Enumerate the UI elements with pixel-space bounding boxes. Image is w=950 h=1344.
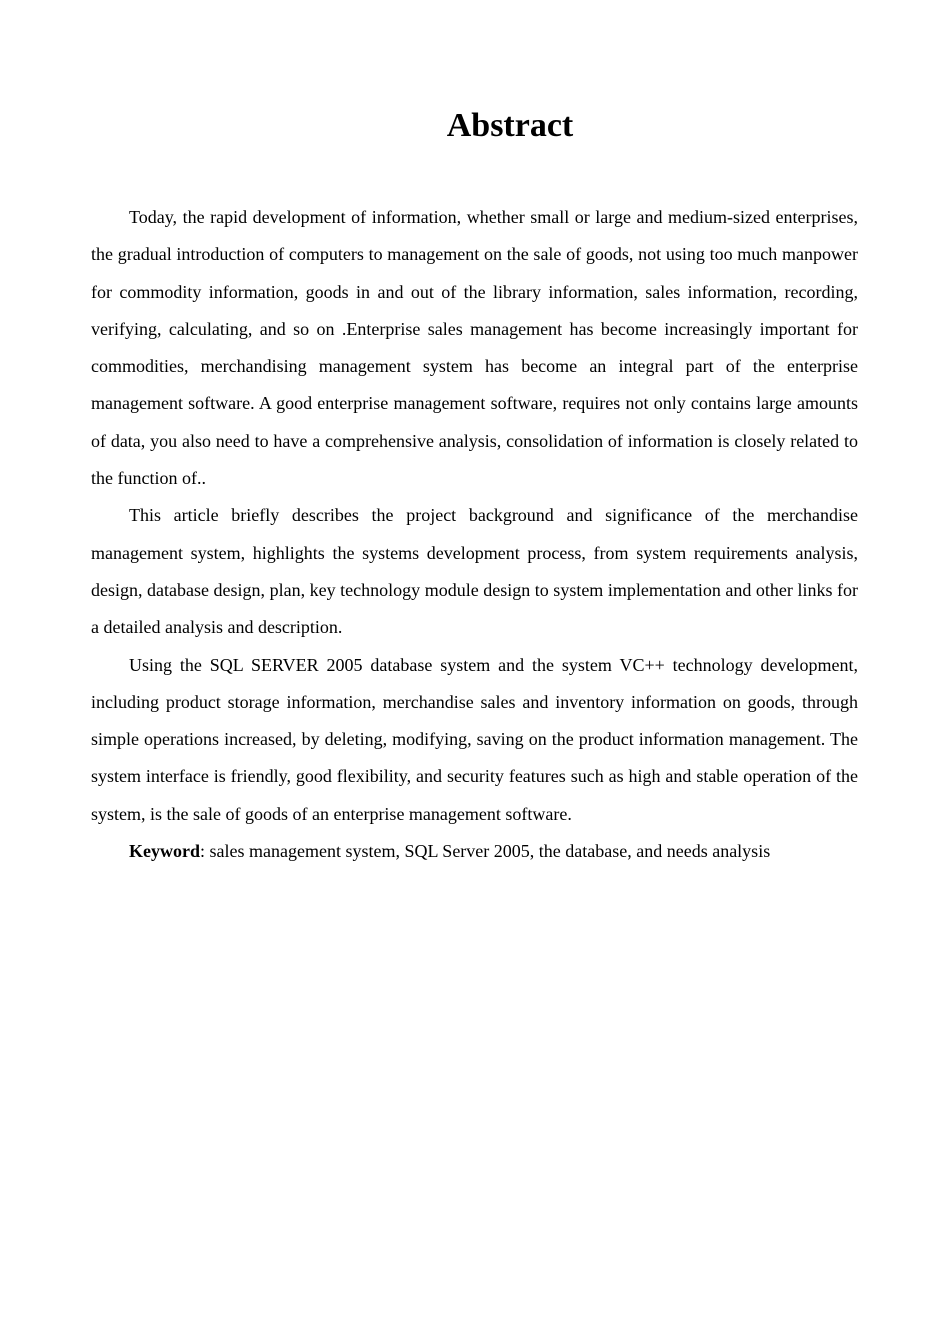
- keywords-line: [91, 833, 858, 870]
- keywords-separator: :: [200, 841, 210, 862]
- abstract-paragraph-2: This article briefly describes the project background and significance of the merchandise management system, highlights the systems development process, from system requirements analysis, design, database design, plan, key technology module design to system implementation and other links for a detailed analysis and description.: [91, 505, 858, 638]
- page-title: Abstract: [446, 107, 574, 144]
- abstract-body: [91, 199, 858, 870]
- keywords-text: sales management system, SQL Server 2005, the database, and needs analysis: [209, 841, 771, 862]
- abstract-paragraph-1: Today, the rapid development of information, whether small or large and medium-sized enterprises, the gradual introduction of computers to management on the sale of goods, not using too much manpower for commodity information, goods in and out of the library information, sales information, recording, verifying, calculating, and so on .Enterprise sales management has become increasingly important for commodities, merchandising management system has become an integral part of the enterprise management software. A good enterprise management software, requires not only contains large amounts of data, you also need to have a comprehensive analysis, consolidation of information is closely related to the function of..: [91, 207, 858, 489]
- keywords-label: Keyword: [129, 841, 200, 862]
- abstract-paragraph-3: Using the SQL SERVER 2005 database system and the system VC++ technology development, including product storage information, merchandise sales and inventory information on goods, through simple operations increased, by deleting, modifying, saving on the product information management. The system interface is friendly, good flexibility, and security features such as high and stable operation of the system, is the sale of goods of an enterprise management software.: [91, 654, 858, 824]
